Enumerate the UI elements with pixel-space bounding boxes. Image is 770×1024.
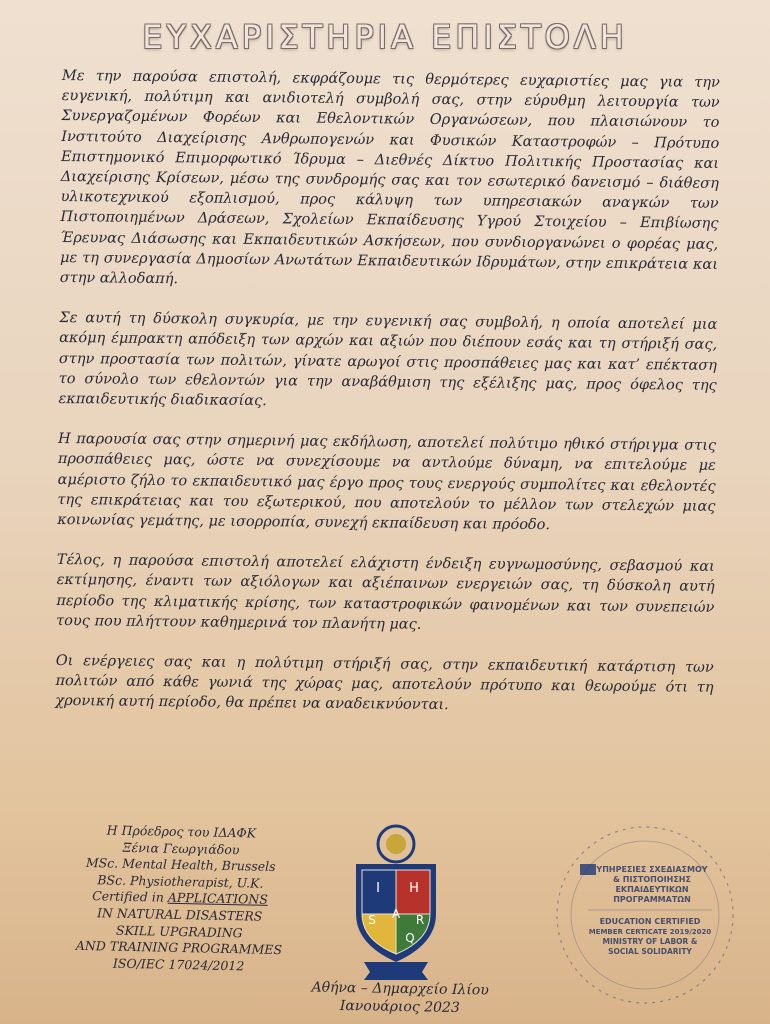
footer-place: Αθήνα – Δημαρχείο Ιλίου xyxy=(311,979,489,999)
paragraph-4: Τέλος, η παρούσα επιστολή αποτελεί ελάχιστη ένδειξη ευγνωμοσύνης, σεβασμού και εκτίμησης, έναντι των αξιόλογων και αξιέπαινων ενεργειών σας, τη δύσκολη αυτή περίοδο της κλιματικής κρίσης, των καταστροφικών φαινομένων και των συνεπειών τους που πλήττουν καθημερινά τον πλανήτη μας. xyxy=(56,552,715,633)
greek-flag-icon xyxy=(580,864,596,875)
stamp-line-2: & ΠΙΣΤΟΠΟΙΗΣΗΣ xyxy=(613,875,691,884)
signature-degree-msc: MSc. Mental Health, Brussels xyxy=(85,855,276,875)
logo-emblem xyxy=(386,834,406,854)
letter-title: ΕΥΧΑΡΙΣΤΗΡΙΑ ΕΠΙΣΤΟΛΗ xyxy=(142,18,628,56)
stamp-line-5: EDUCATION CERTIFIED xyxy=(599,917,701,926)
logo-letter-r: R xyxy=(415,913,425,927)
signature-block xyxy=(58,822,301,976)
paragraph-3: Η παρουσία σας στην σημερινή μας εκδήλωση, αποτελεί πολύτιμο ηθικό στήριγμα στις προσπάθειες μας, ώστε να συνεχίσουμε να αντλούμε δύναμη, να επιτελούμε με αμέριστο ζήλο το εκπαιδευτικό μας έργο προς τους ενεργούς συμπολίτες και εθελοντές της επικράτειας και του εξωτερικού, που αποτελούν το μέλλον των στελεχών μιας κοινωνίας γεμάτης, με ισορροπία, συνεχή εκπαίδευση και πρόοδο. xyxy=(57,431,717,534)
paragraph-5: Οι ενέργειες σας και η πολύτιμη στήριξή σας, στην εκπαιδευτική κατάρτιση των πολιτών από κάθε γωνιά της χώρας μας, αποτελούν πρότυπο και θεωρούμε ότι τη χρονική αυτή περίοδο, θα πρέπει να αναδεικνύονται. xyxy=(55,653,714,714)
footer-date: Ιανουάριος 2023 xyxy=(339,997,460,1017)
logo-letter-q: Q xyxy=(405,931,415,945)
logo-letter-h: H xyxy=(409,881,419,896)
letter-footer xyxy=(290,978,511,1018)
paragraph-2: Σε αυτή τη δύσκολη συγκυρία, με την ευγενική σας συμβολή, η οποία αποτελεί μια ακόμη έμπρακτη απόδειξη των αρχών και αξιών που διέπουν εσάς και τη στήριξή σας, στην προστασία των πολιτών, γίνατε αρωγοί στις προσπάθειες μας και κατ’ επέκταση το σύνολο των εθελοντών για την αναβάθμιση της εξέλιξης μας, προς όφελος της εκπαιδευτικής διαδικασίας. xyxy=(58,310,718,410)
stamp-outer-ring xyxy=(557,827,733,1003)
stamp-line-7: MINISTRY OF LABOR & xyxy=(602,937,698,946)
signature-name: Ξένια Γεωργιάδου xyxy=(122,839,240,857)
stamp-line-6: MEMBER CERTICATE 2019/2020 xyxy=(588,928,712,936)
logo-letter-s: S xyxy=(368,913,376,927)
stamp-line-1: ΥΠΗΡΕΣΙΕΣ ΣΧΕΔΙΑΣΜΟΥ xyxy=(596,865,708,874)
logo-letter-i: I xyxy=(376,881,380,896)
ihsarq-logo xyxy=(348,822,444,982)
signature-role: Η Πρόεδρος του ΙΔΑΦΚ xyxy=(106,822,257,841)
stamp-inner-ring xyxy=(571,841,719,989)
signature-line-skill: SKILL UPGRADING xyxy=(115,922,243,940)
stamp-line-8: SOCIAL SOLIDARITY xyxy=(608,947,692,956)
signature-line-training: AND TRAINING PROGRAMMES xyxy=(75,937,283,958)
logo-letter-a: A xyxy=(391,907,401,921)
stamp-line-3: ΕΚΠΑΙΔΕΥΤΙΚΩΝ xyxy=(615,885,689,894)
logo-ribbon xyxy=(364,962,428,980)
stamp-line-4: ΠΡΟΓΡΑΜΜΑΤΩΝ xyxy=(613,895,691,904)
certification-stamp xyxy=(540,820,750,1010)
signature-iso: ISO/IEC 17024/2012 xyxy=(112,955,245,974)
signature-line-disasters: IN NATURAL DISASTERS xyxy=(96,905,263,924)
signature-degree-bsc: BSc. Physiotherapist, U.K. xyxy=(97,872,264,891)
paragraph-1: Με την παρούσα επιστολή, εκφράζουμε τις θερμότερες ευχαριστίες μας για την ευγενική, πολύτιμη και ανιδιοτελή συμβολή σας, στην εύρυθμη λειτουργία των Συνεργαζομένων Φορέων και Εθελοντικών Οργανώσεων, που πλαισιώνουν το Ινστιτούτο Διαχείρισης Ανθρωπογενών και Φυσικών Καταστροφών – Πρότυπο Επιστημονικό Επιμορφωτικό Ίδρυμα – Διεθνές Δίκτυο Πολιτικής Προστασίας και Διαχείρισης Κρίσεων, μέσω της συνδρομής σας και τον εσωτερικό δανεισμό – διάθεση υλικοτεχνικού εξοπλισμού, προς κάλυψη των υπηρεσιακών αναγκών των Πιστοποιημένων Δράσεων, Σχολείων Εκπαίδευσης Υγρού Στοιχείου – Επιβίωσης Έρευνας Διάσωσης και Εκπαιδευτικών Ασκήσεων, που συνδιοργανώνει ο φορέας μας, με τη συνεργασία Δημοσίων Ανωτάτων Εκπαιδευτικών Ιδρυμάτων, στην επικράτεια και στην αλλοδαπή. xyxy=(59,67,720,288)
letter-body xyxy=(55,66,720,739)
signature-certified-emphasis: APPLICATIONS xyxy=(167,890,269,908)
signature-certified-prefix: Certified in xyxy=(92,888,169,906)
